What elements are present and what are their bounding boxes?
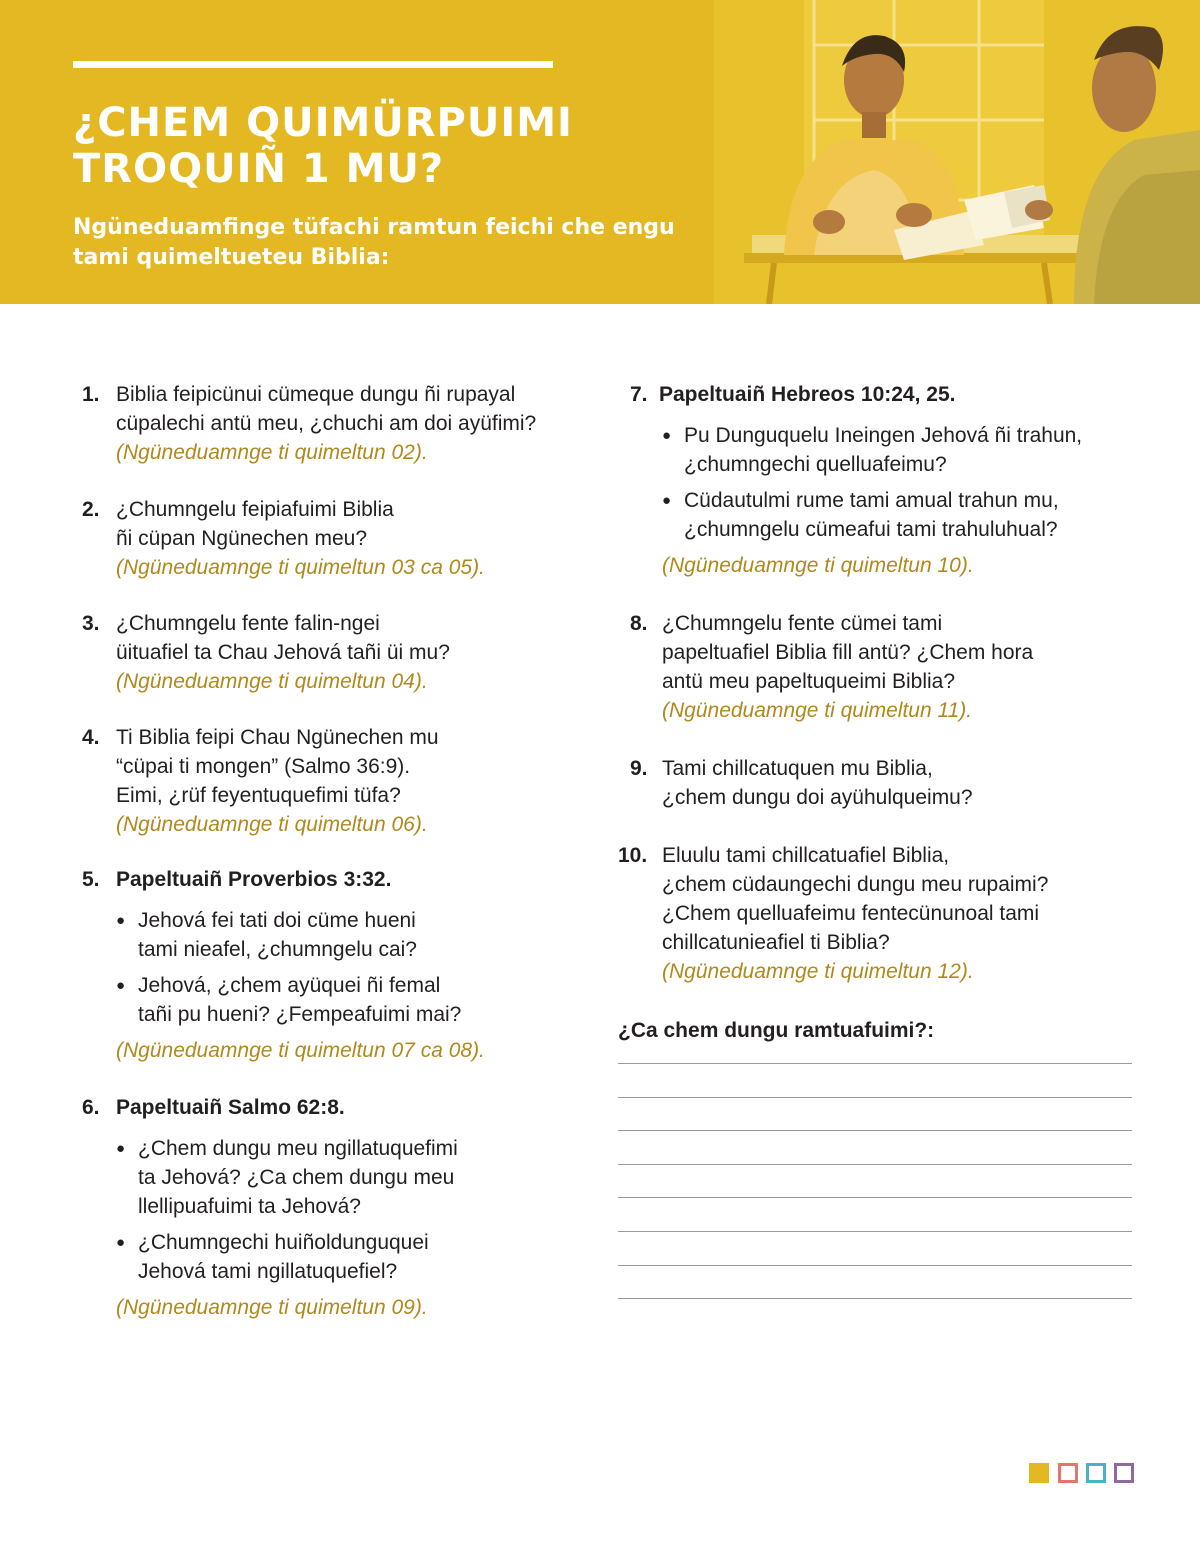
bullet-item [662, 486, 1138, 544]
question-number: 7. [630, 383, 648, 406]
writing-line[interactable] [618, 1130, 1132, 1131]
title-line-2: TROQUIÑ 1 MU? [73, 146, 445, 192]
question-text: ¿chem dungu doi ayühulqueimu? [662, 786, 973, 809]
bullet-text: tañi pu hueni? ¿Fempeafuimi mai? [138, 1003, 462, 1026]
lesson-reference: (Ngüneduamnge ti quimeltun 03 ca 05). [116, 556, 485, 579]
bullet-text: ● Cüdautulmi rume tami amual trahun mu, [684, 489, 1059, 512]
question-text: chillcatunieafiel ti Biblia? [662, 931, 890, 954]
lesson-reference: (Ngüneduamnge ti quimeltun 12). [662, 960, 974, 983]
teal-square-icon [1086, 1463, 1106, 1483]
bullet-text: tami nieafel, ¿chumngelu cai? [138, 938, 417, 961]
header-banner [0, 0, 1200, 304]
subtitle-line-1: Ngüneduamfinge tüfachi ramtun feichi che engu [73, 215, 675, 240]
lesson-reference: (Ngüneduamnge ti quimeltun 10). [662, 554, 974, 577]
purple-square-icon [1114, 1463, 1134, 1483]
question-text: antü meu papeltuqueimi Biblia? [662, 670, 956, 693]
question-2 [82, 495, 592, 582]
bullet-item [116, 906, 592, 964]
bullet-text: ta Jehová? ¿Ca chem dungu meu [138, 1166, 455, 1189]
bullet-text: ● Jehová, ¿chem ayüquei ñi femal [138, 974, 441, 997]
question-number: 4. [82, 726, 100, 749]
bullet-item [662, 421, 1138, 479]
question-number: 10. [618, 844, 648, 867]
question-3 [82, 609, 592, 696]
header-rule [73, 61, 553, 68]
question-number: 2. [82, 498, 100, 521]
question-text: ¿chem cüdaungechi dungu meu rupaimi? [662, 873, 1049, 896]
bullet-list [662, 421, 1138, 544]
question-text: Tami chillcatuquen mu Biblia, [662, 757, 933, 780]
question-text: üituafiel ta Chau Jehová tañi üi mu? [116, 641, 450, 664]
title-line-1: ¿CHEM QUIMÜRPUIMI [73, 100, 573, 146]
bullet-text: ● ¿Chumngechi huiñoldunguquei [138, 1231, 429, 1254]
lesson-reference: (Ngüneduamnge ti quimeltun 11). [662, 699, 973, 722]
question-number: 8. [630, 612, 648, 635]
question-text: Biblia feipicünui cümeque dungu ñi rupayal [116, 383, 516, 406]
question-6 [82, 1093, 592, 1322]
question-4 [82, 723, 592, 839]
writing-line[interactable] [618, 1164, 1132, 1165]
left-column [82, 380, 592, 1322]
bullet-item [116, 971, 592, 1029]
bullet-text: Jehová tami ngillatuquefiel? [138, 1260, 398, 1283]
question-text: ¿Chem quelluafeimu fentecünunoal tami [662, 902, 1040, 925]
question-7 [618, 380, 1138, 580]
writing-line[interactable] [618, 1265, 1132, 1266]
bullet-item [116, 1228, 592, 1286]
bullet-text: ¿chumngechi quelluafeimu? [684, 453, 947, 476]
lesson-reference: (Ngüneduamnge ti quimeltun 06). [116, 813, 428, 836]
bullet-text: llellipuafuimi ta Jehová? [138, 1195, 361, 1218]
writing-line[interactable] [618, 1231, 1132, 1232]
question-number: 5. [82, 868, 100, 891]
question-number: 9. [630, 757, 648, 780]
question-number: 1. [82, 383, 100, 406]
question-9 [618, 754, 1138, 812]
bullet-list [116, 906, 592, 1029]
writing-line[interactable] [618, 1197, 1132, 1198]
question-text: ñi cüpan Ngünechen meu? [116, 527, 368, 550]
reading-instruction: Papeltuaiñ Hebreos 10:24, 25. [659, 383, 956, 406]
question-5 [82, 865, 592, 1065]
right-column [618, 380, 1138, 1299]
page-subtitle [73, 213, 693, 273]
bullet-text: ● Jehová fei tati doi cüme hueni [138, 909, 416, 932]
bullet-text: ● ¿Chem dungu meu ngillatuquefimi [138, 1137, 458, 1160]
question-text: ¿Chumngelu fente falin-ngei [116, 612, 380, 635]
question-text: Eimi, ¿rüf feyentuquefimi tüfa? [116, 784, 401, 807]
lesson-reference: (Ngüneduamnge ti quimeltun 09). [116, 1296, 428, 1319]
question-text: papeltuafiel Biblia fill antü? ¿Chem hora [662, 641, 1034, 664]
coral-square-icon [1058, 1463, 1078, 1483]
question-text: ¿Chumngelu fente cümei tami [662, 612, 943, 635]
question-8 [618, 609, 1138, 725]
writing-line[interactable] [618, 1298, 1132, 1299]
notes-title: ¿Ca chem dungu ramtuafuimi?: [618, 1019, 935, 1042]
question-number: 6. [82, 1096, 100, 1119]
study-illustration [714, 0, 1200, 304]
subtitle-line-2: tami quimeltueteu Biblia: [73, 245, 390, 270]
question-text: ¿Chumngelu feipiafuimi Biblia [116, 498, 394, 521]
question-text: Eluulu tami chillcatuafiel Biblia, [662, 844, 950, 867]
question-number: 3. [82, 612, 100, 635]
bullet-text: ● Pu Dunguquelu Ineingen Jehová ñi trahun, [684, 424, 1083, 447]
reading-instruction: Papeltuaiñ Proverbios 3:32. [116, 868, 392, 891]
lesson-reference: (Ngüneduamnge ti quimeltun 07 ca 08). [116, 1039, 485, 1062]
yellow-square-icon [1029, 1463, 1049, 1483]
question-10 [618, 841, 1138, 986]
bullet-item [116, 1134, 592, 1221]
page-title [73, 100, 693, 192]
bullet-list [116, 1134, 592, 1286]
question-1 [82, 380, 592, 467]
lesson-reference: (Ngüneduamnge ti quimeltun 02). [116, 441, 428, 464]
lesson-reference: (Ngüneduamnge ti quimeltun 04). [116, 670, 428, 693]
writing-line[interactable] [618, 1063, 1132, 1064]
bullet-text: ¿chumngelu cümeafui tami trahuluhual? [684, 518, 1058, 541]
writing-line[interactable] [618, 1097, 1132, 1098]
question-text: cüpalechi antü meu, ¿chuchi am doi ayüfimi? [116, 412, 537, 435]
question-text: “cüpai ti mongen” (Salmo 36:9). [116, 755, 411, 778]
question-text: Ti Biblia feipi Chau Ngünechen mu [116, 726, 439, 749]
notes-section [618, 1016, 1138, 1299]
reading-instruction: Papeltuaiñ Salmo 62:8. [116, 1096, 345, 1119]
